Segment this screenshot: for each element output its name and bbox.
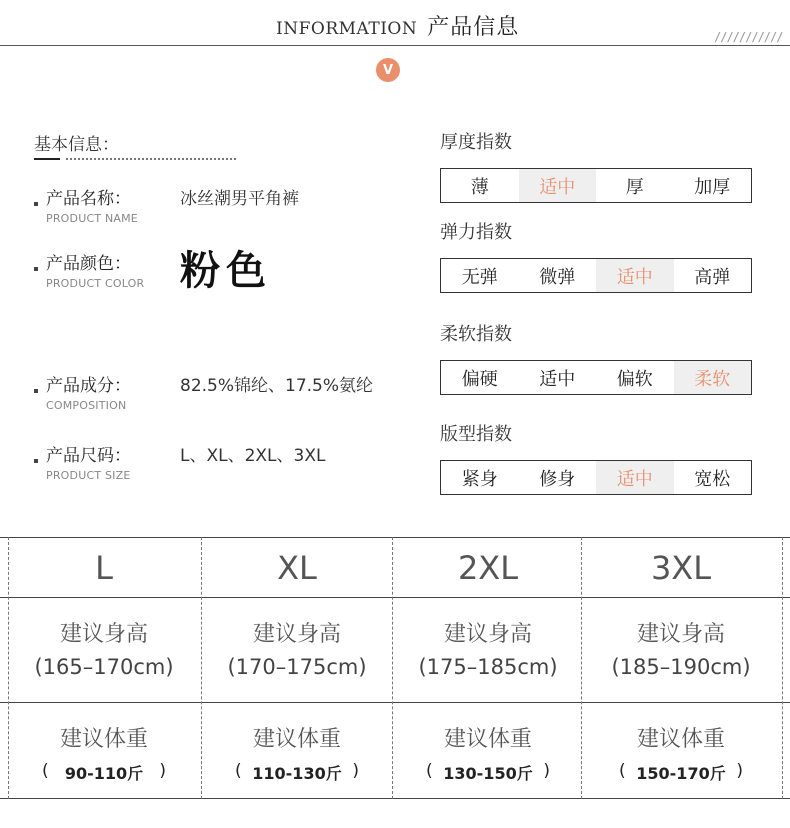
- info-sublabel: COMPOSITION: [46, 399, 127, 412]
- bracket-close: ): [543, 761, 550, 781]
- slash-decoration: ///////////: [714, 30, 783, 44]
- index-scale-fit: [440, 460, 752, 495]
- index-option: 厚: [625, 176, 644, 198]
- table-column-line: [782, 537, 783, 799]
- index-option: 适中: [596, 461, 674, 494]
- bullet-icon: [34, 202, 38, 206]
- index-option: 加厚: [694, 176, 731, 198]
- header: [0, 0, 790, 80]
- index-option: 高弹: [694, 266, 731, 288]
- index-title-elasticity: 弹力指数: [440, 222, 512, 243]
- height-label: 建议身高: [59, 622, 148, 647]
- info-label: 产品名称：: [46, 189, 131, 209]
- index-scale-elasticity: [440, 258, 752, 293]
- index-option: 修身: [539, 468, 576, 490]
- weight-label: 建议体重: [636, 727, 725, 752]
- height-label: 建议身高: [443, 622, 532, 647]
- index-title-fit: 版型指数: [440, 424, 512, 445]
- weight-label: 建议体重: [252, 727, 341, 752]
- title-chinese: 产品信息: [427, 15, 520, 40]
- index-option: 偏硬: [461, 368, 498, 390]
- index-scale-thickness: [440, 168, 752, 203]
- index-scale-softness: [440, 360, 752, 395]
- header-divider: [0, 45, 790, 46]
- weight-label: 建议体重: [59, 727, 148, 752]
- weight-range: [201, 761, 393, 784]
- info-value: L、XL、2XL、3XL: [180, 446, 326, 466]
- height-range: (170–175cm): [227, 655, 367, 679]
- index-option: 适中: [539, 368, 576, 390]
- bracket-open: (: [235, 761, 242, 781]
- basic-info-title: 基本信息：: [34, 135, 119, 155]
- size-label: 3XL: [650, 549, 712, 587]
- weight-value: 110-130斤: [252, 764, 342, 783]
- index-option: 适中: [596, 259, 674, 292]
- bracket-open: (: [42, 761, 49, 781]
- info-value: 82.5%锦纶、17.5%氨纶: [180, 376, 374, 396]
- info-sublabel: PRODUCT NAME: [46, 212, 138, 225]
- index-title-thickness: 厚度指数: [440, 132, 512, 153]
- chevron-down-icon: V: [376, 58, 400, 82]
- table-divider: [0, 702, 790, 703]
- info-value-color: 粉色: [180, 247, 272, 294]
- weight-range: [8, 761, 200, 784]
- bracket-close: ): [159, 761, 166, 781]
- index-option: 宽松: [694, 468, 731, 490]
- info-label: 产品颜色：: [46, 254, 131, 274]
- bracket-open: (: [426, 761, 433, 781]
- info-label: 产品成分：: [46, 376, 131, 396]
- index-option: 紧身: [461, 468, 498, 490]
- index-option: 适中: [519, 169, 597, 202]
- index-option: 柔软: [674, 361, 752, 394]
- size-label: 2XL: [457, 549, 519, 587]
- info-label: 产品尺码：: [46, 446, 131, 466]
- weight-label: 建议体重: [443, 727, 532, 752]
- index-option: 偏软: [616, 368, 653, 390]
- height-range: (185–190cm): [611, 655, 751, 679]
- page-title: [276, 10, 519, 41]
- size-label: XL: [277, 549, 317, 587]
- basic-info-underline: [34, 158, 60, 160]
- height-label: 建议身高: [252, 622, 341, 647]
- bracket-close: ): [736, 761, 743, 781]
- height-range: (175–185cm): [418, 655, 558, 679]
- table-divider: [0, 597, 790, 598]
- height-label: 建议身高: [636, 622, 725, 647]
- weight-range: [585, 761, 777, 784]
- size-label: L: [95, 549, 113, 587]
- info-sublabel: PRODUCT SIZE: [46, 469, 131, 482]
- height-range: (165–170cm): [34, 655, 174, 679]
- info-value: 冰丝潮男平角裤: [180, 189, 299, 209]
- weight-range: [392, 761, 584, 784]
- bullet-icon: [34, 267, 38, 271]
- title-english: INFORMATION: [276, 19, 418, 39]
- table-border-bottom: [0, 798, 790, 799]
- index-option: 薄: [470, 176, 489, 198]
- bracket-open: (: [619, 761, 626, 781]
- bracket-close: ): [352, 761, 359, 781]
- index-option: 微弹: [539, 266, 576, 288]
- info-sublabel: PRODUCT COLOR: [46, 277, 145, 290]
- basic-info-dotted-line: [66, 158, 236, 160]
- index-title-softness: 柔软指数: [440, 324, 512, 345]
- table-border-top: [0, 537, 790, 538]
- index-option: 无弹: [461, 266, 498, 288]
- bullet-icon: [34, 459, 38, 463]
- weight-value: 150-170斤: [636, 764, 726, 783]
- weight-value: 130-150斤: [443, 764, 533, 783]
- bullet-icon: [34, 389, 38, 393]
- weight-value: 90-110斤: [64, 764, 144, 783]
